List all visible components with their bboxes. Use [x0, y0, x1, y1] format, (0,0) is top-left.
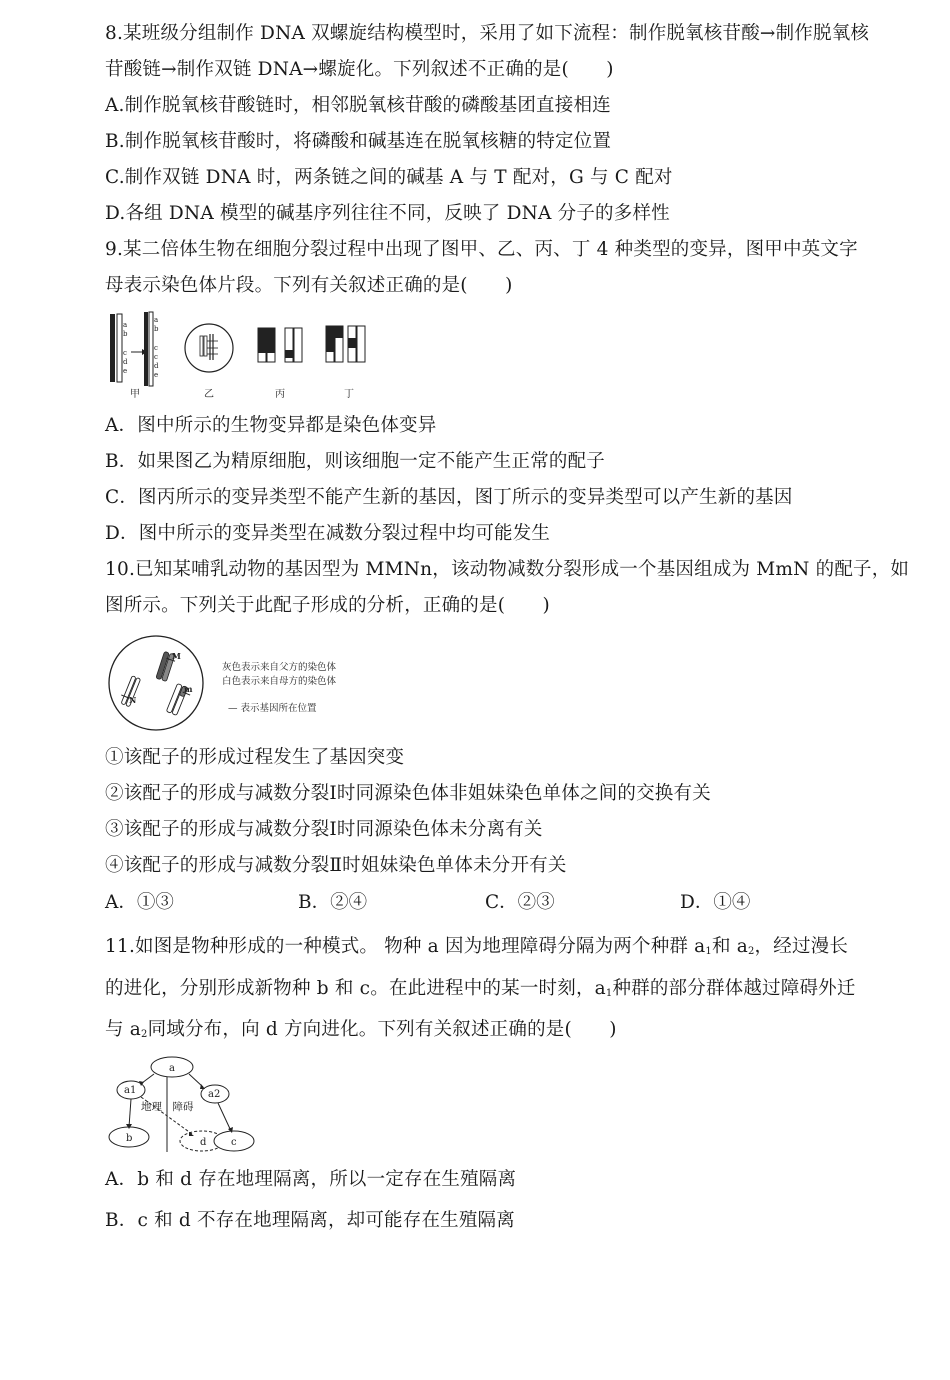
node-a1: a1: [124, 1085, 137, 1096]
jia-right-seg-a: a: [154, 316, 159, 324]
q9-stem-line2: 母表示染色体片段。下列有关叙述正确的是( ): [105, 275, 513, 296]
q11-option-a: A．b 和 d 存在地理隔离，所以一定存在生殖隔离: [105, 1169, 517, 1190]
q10-statement-1: ①该配子的形成过程发生了基因突变: [105, 747, 405, 768]
node-a2: a2: [208, 1089, 221, 1100]
label-jia: 甲: [130, 389, 140, 400]
q9-figure: [104, 308, 384, 403]
q10-statement-2: ②该配子的形成与减数分裂Ⅰ时同源染色体非姐妹染色单体之间的交换有关: [105, 783, 711, 804]
jia-right-seg-c2: c: [154, 353, 158, 361]
q10-choices: [105, 891, 805, 915]
node-a: a: [169, 1063, 175, 1074]
jia-left-seg-c: c: [123, 349, 127, 357]
q9-stem-line1: 9.某二倍体生物在细胞分裂过程中出现了图甲、乙、丙、丁 4 种类型的变异，图甲中英文字: [105, 239, 858, 260]
legend-maternal: 白色表示来自母方的染色体: [222, 676, 337, 687]
jia-right-seg-c1: c: [154, 344, 158, 352]
barrier-label: 地理 障碍: [141, 1101, 194, 1113]
label-ding: 丁: [344, 389, 354, 400]
q9-option-b: B．如果图乙为精原细胞，则该细胞一定不能产生正常的配子: [105, 451, 605, 472]
q8-stem-line2: 苷酸链→制作双链 DNA→螺旋化。下列叙述不正确的是( ): [105, 59, 614, 80]
q11-stem-line1: 11.如图是物种形成的一种模式。 物种 a 因为地理障碍分隔为两个种群 $a_1$和 $a_2$，经过漫长: [105, 936, 849, 957]
jia-right-seg-e: e: [154, 371, 159, 379]
gene-label-M: M: [172, 651, 181, 661]
node-c: c: [231, 1137, 237, 1148]
jia-left-seg-a: a: [123, 321, 128, 329]
q9-option-c: C．图丙所示的变异类型不能产生新的基因，图丁所示的变异类型可以产生新的基因: [105, 487, 793, 508]
q8-option-d: D.各组 DNA 模型的碱基序列往往不同，反映了 DNA 分子的多样性: [105, 203, 670, 224]
legend-paternal: 灰色表示来自父方的染色体: [222, 662, 337, 673]
jia-right-seg-d: d: [154, 362, 159, 370]
q8-stem-line1: 8.某班级分组制作 DNA 双螺旋结构模型时，采用了如下流程：制作脱氧核苷酸→制作脱氧核: [105, 23, 870, 44]
q10-choice-d: D．①④: [680, 892, 751, 913]
q10-statement-4: ④该配子的形成与减数分裂Ⅱ时姐妹染色单体未分开有关: [105, 855, 567, 876]
label-bing: 丙: [275, 389, 285, 400]
figure-bing: [258, 328, 302, 362]
node-b: b: [126, 1133, 133, 1144]
jia-right-seg-b: b: [154, 325, 159, 333]
q10-figure: [104, 632, 364, 736]
q11-stem-line3: 与 $a_2$同域分布，向 d 方向进化。下列有关叙述正确的是( ): [105, 1019, 617, 1040]
q10-choice-c: C．②③: [485, 892, 555, 913]
figure-jia: [110, 312, 159, 386]
q11-figure: [104, 1052, 264, 1156]
q8-option-a: A.制作脱氧核苷酸链时，相邻脱氧核苷酸的磷酸基团直接相连: [105, 95, 611, 116]
q10-stem-line1: 10.已知某哺乳动物的基因型为 MMNn，该动物减数分裂形成一个基因组成为 MmN 的配子，如: [105, 559, 910, 580]
q11-stem-line2: 的进化，分别形成新物种 b 和 c。在此进程中的某一时刻，$a_1$种群的部分群体越过障碍外迁: [105, 978, 856, 999]
q9-option-a: A．图中所示的生物变异都是染色体变异: [105, 415, 437, 436]
figure-yi: [185, 324, 233, 372]
gene-label-m: m: [184, 684, 193, 694]
q10-statement-3: ③该配子的形成与减数分裂Ⅰ时同源染色体未分离有关: [105, 819, 543, 840]
legend-gene-position: — 表示基因所在位置: [228, 703, 317, 714]
q10-stem-line2: 图所示。下列关于此配子形成的分析，正确的是( ): [105, 595, 550, 616]
gene-label-N: N: [129, 695, 137, 705]
q8-option-b: B.制作脱氧核苷酸时，将磷酸和碱基连在脱氧核糖的特定位置: [105, 131, 612, 152]
q9-option-d: D．图中所示的变异类型在减数分裂过程中均可能发生: [105, 523, 551, 544]
jia-left-seg-d: d: [123, 358, 128, 366]
figure-ding: [326, 326, 365, 362]
q10-choice-a: A．①③: [105, 892, 174, 913]
q11-option-b: B．c 和 d 不存在地理隔离，却可能存在生殖隔离: [105, 1210, 515, 1231]
jia-left-seg-b: b: [123, 330, 128, 338]
q8-option-c: C.制作双链 DNA 时，两条链之间的碱基 A 与 T 配对，G 与 C 配对: [105, 167, 673, 188]
label-yi: 乙: [204, 389, 214, 400]
node-d: d: [200, 1137, 207, 1148]
q10-choice-b: B．②④: [298, 892, 368, 913]
jia-left-seg-e: e: [123, 367, 128, 375]
